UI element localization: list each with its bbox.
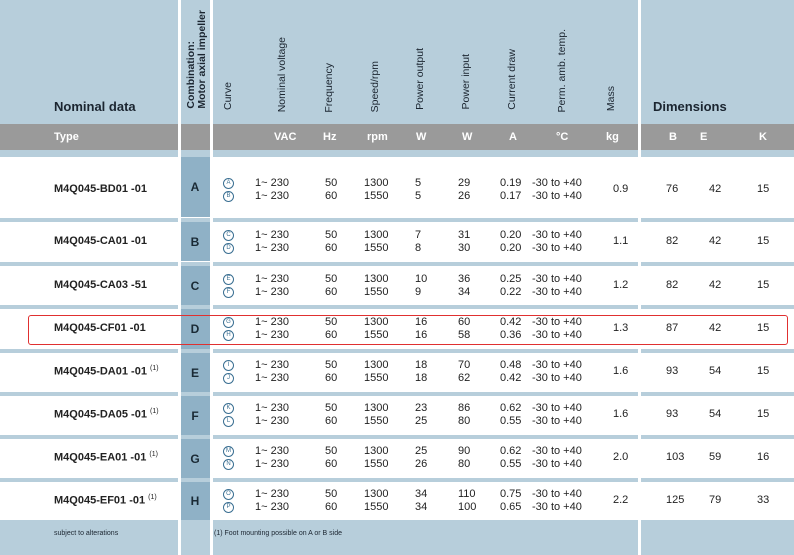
- speed-cell: 1550: [364, 372, 389, 384]
- freq-cell: 50: [325, 177, 338, 189]
- freq-cell: 60: [325, 329, 338, 341]
- pout-cell: 5: [415, 190, 422, 202]
- speed-cell: 1300: [364, 229, 389, 241]
- freq-cell: 60: [325, 501, 338, 513]
- speed-cell: 1300: [364, 402, 389, 414]
- temp-cell: -30 to +40: [532, 415, 582, 427]
- type-cell: M4Q045-EA01 -01 $^{(1)}$: [54, 451, 158, 464]
- dim-b-cell: 82: [666, 235, 679, 247]
- mass-cell: 1.6: [613, 365, 629, 377]
- dim-b-unit: B: [669, 131, 677, 143]
- power-input-header: Power input: [460, 54, 472, 110]
- mass-cell: 1.1: [613, 235, 629, 247]
- dim-e-cell: 42: [709, 235, 722, 247]
- temp-unit: °C: [556, 131, 569, 143]
- speed-cell: 1550: [364, 286, 389, 298]
- pin-cell: 29: [458, 177, 471, 189]
- dim-e-cell: 59: [709, 451, 722, 463]
- curve-badge-icon: D: [223, 243, 234, 254]
- temp-cell: -30 to +40: [532, 316, 582, 328]
- pout-cell: 16: [415, 316, 428, 328]
- voltage-cell: 1~ 230: [255, 372, 289, 384]
- current-draw-header: Current draw: [506, 49, 518, 110]
- footer-note-left: subject to alterations: [54, 530, 119, 537]
- combination-cell: F: [180, 396, 210, 435]
- current-cell: 0.19: [500, 177, 522, 189]
- voltage-cell: 1~ 230: [255, 190, 289, 202]
- freq-cell: 60: [325, 286, 338, 298]
- row-divider: [0, 349, 794, 353]
- frequency-header: Frequency: [323, 63, 335, 113]
- pin-cell: 90: [458, 445, 471, 457]
- dim-k-cell: 15: [757, 279, 770, 291]
- current-cell: 0.55: [500, 415, 522, 427]
- voltage-cell: 1~ 230: [255, 242, 289, 254]
- power-output-header: Power output: [414, 48, 426, 110]
- current-cell: 0.75: [500, 488, 522, 500]
- dim-b-cell: 103: [666, 451, 685, 463]
- freq-cell: 60: [325, 458, 338, 470]
- dim-e-cell: 42: [709, 322, 722, 334]
- footnote-marker: (1): [149, 451, 158, 458]
- dim-e-cell: 54: [709, 408, 722, 420]
- pin-cell: 80: [458, 415, 471, 427]
- row-divider: [0, 150, 794, 157]
- row-divider: [0, 218, 794, 222]
- pout-cell: 7: [415, 229, 422, 241]
- current-cell: 0.20: [500, 229, 522, 241]
- voltage-cell: 1~ 230: [255, 273, 289, 285]
- speed-cell: 1300: [364, 445, 389, 457]
- footnote-marker: (1): [148, 494, 157, 501]
- speed-header: Speed/rpm: [369, 61, 381, 113]
- combination-header: Combination: Motor axial impeller: [185, 10, 208, 109]
- temp-cell: -30 to +40: [532, 402, 582, 414]
- type-cell: M4Q045-DA05 -01 $^{(1)}$: [54, 408, 159, 421]
- column-divider: [210, 0, 213, 555]
- combination-cell: C: [180, 266, 210, 305]
- dim-e-unit: E: [700, 131, 708, 143]
- current-cell: 0.48: [500, 359, 522, 371]
- curve-badge-icon: A: [223, 178, 234, 189]
- pout-cell: 16: [415, 329, 428, 341]
- pin-cell: 31: [458, 229, 471, 241]
- combination-cell: H: [180, 482, 210, 520]
- voltage-cell: 1~ 230: [255, 445, 289, 457]
- voltage-cell: 1~ 230: [255, 286, 289, 298]
- current-unit: A: [509, 131, 517, 143]
- power-output-unit: W: [416, 131, 427, 143]
- curve-badge-icon: F: [223, 287, 234, 298]
- type-cell: M4Q045-CF01 -01: [54, 322, 146, 334]
- pin-cell: 30: [458, 242, 471, 254]
- curve-badge-icon: M: [223, 446, 234, 457]
- nominal-voltage-header: Nominal voltage: [276, 37, 288, 113]
- voltage-cell: 1~ 230: [255, 458, 289, 470]
- freq-cell: 50: [325, 445, 338, 457]
- voltage-cell: 1~ 230: [255, 415, 289, 427]
- dim-k-unit: K: [759, 131, 767, 143]
- frequency-unit: Hz: [323, 131, 337, 143]
- temp-cell: -30 to +40: [532, 177, 582, 189]
- pout-cell: 5: [415, 177, 422, 189]
- pout-cell: 34: [415, 488, 428, 500]
- temp-cell: -30 to +40: [532, 286, 582, 298]
- footer-band: [0, 520, 794, 555]
- curve-badge-icon: B: [223, 191, 234, 202]
- freq-cell: 50: [325, 402, 338, 414]
- dim-e-cell: 54: [709, 365, 722, 377]
- current-cell: 0.22: [500, 286, 522, 298]
- footer-note-right: (1) Foot mounting possible on A or B side: [214, 530, 343, 537]
- speed-cell: 1550: [364, 242, 389, 254]
- mass-cell: 0.9: [613, 183, 629, 195]
- curve-badge-icon: G: [223, 317, 234, 328]
- freq-cell: 50: [325, 229, 338, 241]
- column-divider: [178, 0, 181, 555]
- pout-cell: 18: [415, 359, 428, 371]
- temp-cell: -30 to +40: [532, 229, 582, 241]
- row-divider: [0, 262, 794, 266]
- current-cell: 0.36: [500, 329, 522, 341]
- combination-cell: A: [180, 157, 210, 217]
- temp-cell: -30 to +40: [532, 458, 582, 470]
- dim-e-cell: 79: [709, 494, 722, 506]
- type-cell: M4Q045-EF01 -01 $^{(1)}$: [54, 494, 157, 507]
- current-cell: 0.55: [500, 458, 522, 470]
- curve-badge-icon: K: [223, 403, 234, 414]
- dim-k-cell: 16: [757, 451, 770, 463]
- freq-cell: 50: [325, 359, 338, 371]
- dim-b-cell: 125: [666, 494, 685, 506]
- footnote-marker: (1): [150, 365, 159, 372]
- power-input-unit: W: [462, 131, 473, 143]
- pout-cell: 26: [415, 458, 428, 470]
- dim-e-cell: 42: [709, 279, 722, 291]
- row-divider: [0, 478, 794, 482]
- pout-cell: 23: [415, 402, 428, 414]
- curve-badge-icon: I: [223, 360, 234, 371]
- voltage-cell: 1~ 230: [255, 501, 289, 513]
- dimensions-title: Dimensions: [653, 99, 727, 114]
- type-cell: M4Q045-DA01 -01 $^{(1)}$: [54, 365, 159, 378]
- dim-k-cell: 15: [757, 322, 770, 334]
- pout-cell: 8: [415, 242, 422, 254]
- curve-badge-icon: P: [223, 502, 234, 513]
- row-divider: [0, 435, 794, 439]
- pin-cell: 26: [458, 190, 471, 202]
- pout-cell: 9: [415, 286, 422, 298]
- current-cell: 0.62: [500, 402, 522, 414]
- mass-cell: 2.0: [613, 451, 629, 463]
- speed-cell: 1550: [364, 501, 389, 513]
- pin-cell: 110: [458, 488, 476, 500]
- mass-cell: 1.3: [613, 322, 629, 334]
- curve-badge-icon: E: [223, 274, 234, 285]
- voltage-unit: VAC: [274, 131, 297, 143]
- pin-cell: 86: [458, 402, 471, 414]
- speed-cell: 1550: [364, 329, 389, 341]
- voltage-cell: 1~ 230: [255, 488, 289, 500]
- curve-badge-icon: O: [223, 489, 234, 500]
- temp-cell: -30 to +40: [532, 242, 582, 254]
- pin-cell: 70: [458, 359, 471, 371]
- current-cell: 0.42: [500, 372, 522, 384]
- type-unit: Type: [54, 131, 79, 143]
- pin-cell: 34: [458, 286, 471, 298]
- combination-cell: G: [180, 439, 210, 478]
- pout-cell: 18: [415, 372, 428, 384]
- freq-cell: 60: [325, 190, 338, 202]
- current-cell: 0.25: [500, 273, 522, 285]
- dim-e-cell: 42: [709, 183, 722, 195]
- temp-cell: -30 to +40: [532, 359, 582, 371]
- mass-header: Mass: [605, 86, 617, 112]
- freq-cell: 50: [325, 273, 338, 285]
- highlight-box: [28, 315, 788, 345]
- mass-cell: 2.2: [613, 494, 629, 506]
- curve-badge-icon: C: [223, 230, 234, 241]
- dim-k-cell: 15: [757, 235, 770, 247]
- speed-cell: 1550: [364, 190, 389, 202]
- temp-cell: -30 to +40: [532, 190, 582, 202]
- speed-cell: 1300: [364, 273, 389, 285]
- row-divider: [0, 305, 794, 309]
- mass-unit: kg: [606, 131, 619, 143]
- pin-cell: 62: [458, 372, 471, 384]
- voltage-cell: 1~ 230: [255, 402, 289, 414]
- temp-cell: -30 to +40: [532, 488, 582, 500]
- voltage-cell: 1~ 230: [255, 229, 289, 241]
- freq-cell: 50: [325, 488, 338, 500]
- perm-amb-temp-header: Perm. amb. temp.: [556, 29, 568, 113]
- freq-cell: 60: [325, 415, 338, 427]
- dim-k-cell: 15: [757, 183, 770, 195]
- speed-cell: 1300: [364, 316, 389, 328]
- speed-cell: 1300: [364, 177, 389, 189]
- dim-k-cell: 15: [757, 408, 770, 420]
- pin-cell: 58: [458, 329, 471, 341]
- type-cell: M4Q045-BD01 -01: [54, 183, 147, 195]
- pout-cell: 34: [415, 501, 428, 513]
- curve-badge-icon: N: [223, 459, 234, 470]
- speed-cell: 1300: [364, 359, 389, 371]
- temp-cell: -30 to +40: [532, 445, 582, 457]
- temp-cell: -30 to +40: [532, 329, 582, 341]
- current-cell: 0.65: [500, 501, 522, 513]
- pout-cell: 25: [415, 445, 428, 457]
- current-cell: 0.20: [500, 242, 522, 254]
- curve-badge-icon: J: [223, 373, 234, 384]
- mass-cell: 1.2: [613, 279, 629, 291]
- speed-cell: 1550: [364, 415, 389, 427]
- type-cell: M4Q045-CA03 -51: [54, 279, 147, 291]
- dim-k-cell: 33: [757, 494, 770, 506]
- freq-cell: 60: [325, 372, 338, 384]
- nominal-data-title: Nominal data: [54, 99, 136, 114]
- pout-cell: 10: [415, 273, 428, 285]
- freq-cell: 50: [325, 316, 338, 328]
- temp-cell: -30 to +40: [532, 501, 582, 513]
- row-divider: [0, 392, 794, 396]
- temp-cell: -30 to +40: [532, 273, 582, 285]
- temp-cell: -30 to +40: [532, 372, 582, 384]
- type-cell: M4Q045-CA01 -01: [54, 235, 147, 247]
- voltage-cell: 1~ 230: [255, 359, 289, 371]
- column-divider: [638, 0, 641, 555]
- pin-cell: 60: [458, 316, 471, 328]
- dim-b-cell: 93: [666, 408, 679, 420]
- speed-unit: rpm: [367, 131, 388, 143]
- curve-header: Curve: [222, 82, 234, 111]
- footnote-marker: (1): [150, 408, 159, 415]
- freq-cell: 60: [325, 242, 338, 254]
- dim-b-cell: 76: [666, 183, 679, 195]
- voltage-cell: 1~ 230: [255, 177, 289, 189]
- voltage-cell: 1~ 230: [255, 329, 289, 341]
- voltage-cell: 1~ 230: [255, 316, 289, 328]
- dim-b-cell: 87: [666, 322, 679, 334]
- mass-cell: 1.6: [613, 408, 629, 420]
- combination-cell: B: [180, 222, 210, 261]
- current-cell: 0.42: [500, 316, 522, 328]
- combination-cell: D: [180, 309, 210, 349]
- dim-b-cell: 93: [666, 365, 679, 377]
- pout-cell: 25: [415, 415, 428, 427]
- curve-badge-icon: L: [223, 416, 234, 427]
- dim-b-cell: 82: [666, 279, 679, 291]
- speed-cell: 1550: [364, 458, 389, 470]
- combination-cell: E: [180, 353, 210, 392]
- curve-badge-icon: H: [223, 330, 234, 341]
- pin-cell: 36: [458, 273, 471, 285]
- speed-cell: 1300: [364, 488, 389, 500]
- current-cell: 0.17: [500, 190, 522, 202]
- dim-k-cell: 15: [757, 365, 770, 377]
- pin-cell: 80: [458, 458, 471, 470]
- current-cell: 0.62: [500, 445, 522, 457]
- pin-cell: 100: [458, 501, 477, 513]
